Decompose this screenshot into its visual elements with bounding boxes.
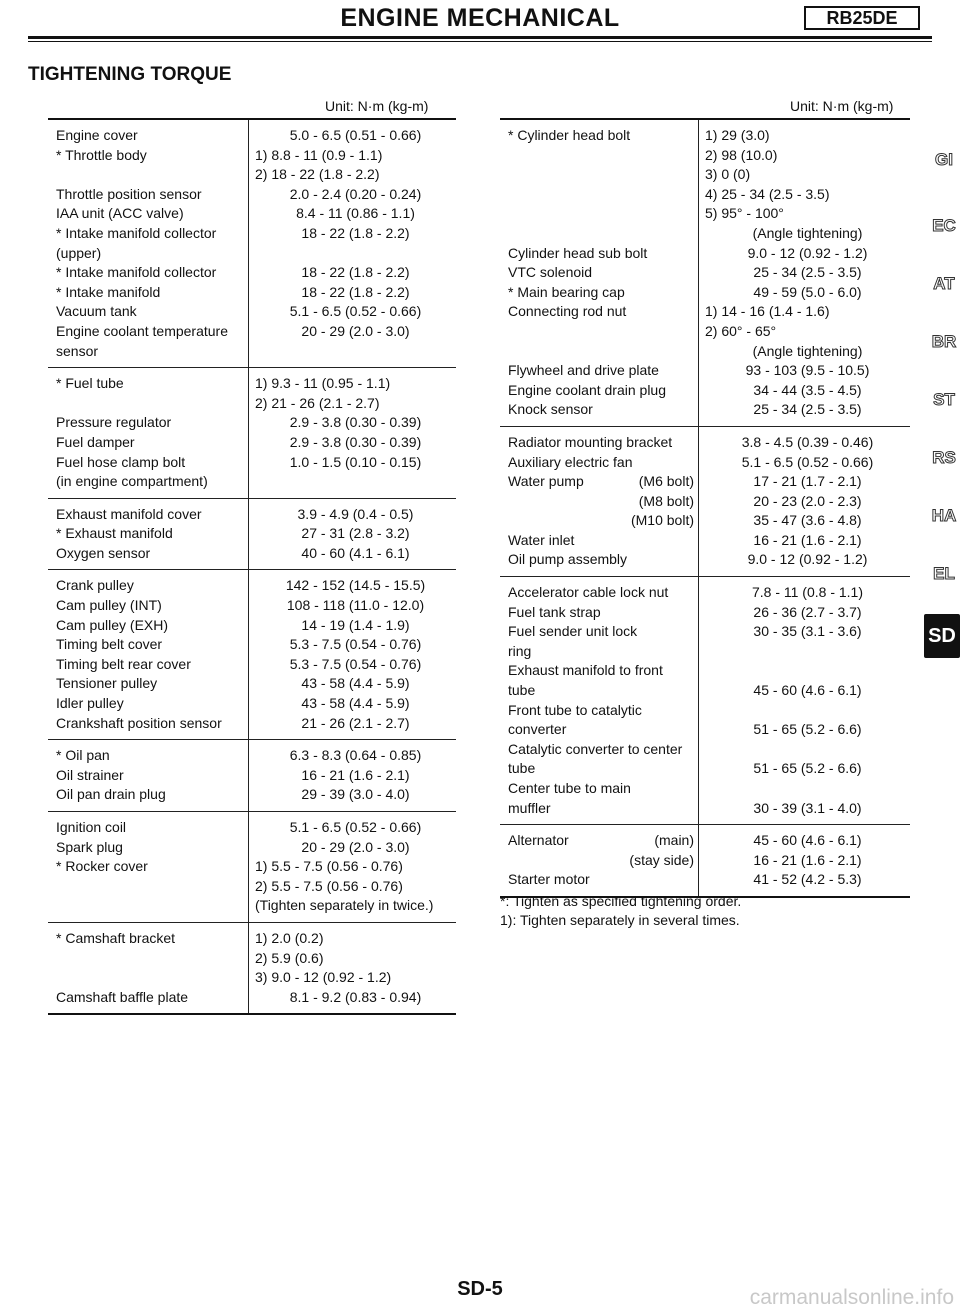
row-item-label: (in engine compartment) (56, 473, 208, 490)
row-torque-value: 1) 14 - 16 (1.4 - 1.6) (705, 303, 830, 320)
section-title: TIGHTENING TORQUE (28, 64, 232, 85)
table-row (500, 740, 910, 760)
table-row (500, 322, 910, 342)
row-item-qualifier: (M10 bolt) (630, 512, 694, 529)
row-torque-value: 2) 21 - 26 (2.1 - 2.7) (255, 394, 380, 411)
page-header-title: ENGINE MECHANICAL (340, 4, 620, 32)
section-tab-ec[interactable]: EC (932, 216, 956, 235)
table-row (500, 583, 910, 603)
row-torque-value: 4) 25 - 34 (2.5 - 3.5) (705, 185, 830, 202)
table-row (48, 505, 456, 525)
row-torque-value (249, 244, 456, 264)
row-torque-value: 43 - 58 (4.4 - 5.9) (301, 675, 410, 692)
row-torque-value: 35 - 47 (3.6 - 4.8) (753, 512, 862, 529)
row-item-label: Oil pump assembly (508, 551, 628, 568)
row-item-label (48, 968, 249, 988)
row-item-label: Oil pan drain plug (56, 786, 166, 803)
table-row (48, 283, 456, 303)
row-item-label: converter (508, 721, 567, 738)
table-row (500, 661, 910, 681)
row-torque-value: 5.0 - 6.5 (0.51 - 0.66) (289, 127, 422, 143)
table-row (500, 511, 910, 531)
row-item-label: * Cylinder head bolt (508, 127, 631, 143)
row-item-label: Exhaust manifold cover (56, 505, 202, 522)
row-item-label: Crankshaft position sensor (56, 714, 222, 731)
table-row (48, 746, 456, 766)
row-torque-value: 49 - 59 (5.0 - 6.0) (753, 283, 862, 300)
row-item-label: Ignition coil (56, 819, 127, 835)
row-torque-value: 20 - 29 (2.0 - 3.0) (301, 838, 410, 855)
row-torque-value: 16 - 21 (1.6 - 2.1) (753, 851, 862, 868)
table-row (48, 342, 456, 362)
row-item-label (500, 204, 699, 224)
row-item-label (500, 185, 699, 205)
table-row (500, 779, 910, 799)
row-item-label: Auxiliary electric fan (508, 453, 633, 470)
row-item-label: * Camshaft bracket (56, 929, 176, 946)
table-row (500, 550, 910, 570)
table-row (500, 603, 910, 623)
section-tab-st[interactable]: ST (933, 390, 955, 409)
table-row (48, 929, 456, 949)
row-item-label: * Throttle body (56, 146, 147, 163)
row-item-label: Center tube to main (508, 780, 631, 796)
footnote-numbered: 1): Tighten separately in several times. (500, 912, 740, 928)
row-item-label: Catalytic converter to center (508, 740, 683, 757)
table-row (48, 857, 456, 877)
row-torque-value: 5.3 - 7.5 (0.54 - 0.76) (289, 655, 422, 672)
row-item-label (48, 165, 249, 185)
row-item-label: Spark plug (56, 838, 123, 855)
row-torque-value: 3.8 - 4.5 (0.39 - 0.46) (741, 433, 874, 450)
row-torque-value (699, 642, 910, 662)
table-row (500, 185, 910, 205)
row-item-label: Tensioner pulley (56, 675, 158, 692)
row-item-label: * Rocker cover (56, 858, 148, 875)
row-torque-value: 29 - 39 (3.0 - 4.0) (301, 786, 410, 803)
table-row (48, 204, 456, 224)
row-item-label: Camshaft baffle plate (56, 988, 189, 1005)
table-row (48, 322, 456, 342)
right-torque-table (500, 118, 910, 898)
row-item-label: Engine cover (56, 127, 138, 143)
section-tab-gi[interactable]: GI (935, 150, 953, 169)
row-item-label: Idler pulley (56, 695, 124, 712)
row-item-label: * Intake manifold collector (56, 264, 217, 281)
row-torque-value: 2) 5.5 - 7.5 (0.56 - 0.76) (255, 877, 403, 894)
row-torque-value: 45 - 60 (4.6 - 6.1) (753, 682, 862, 699)
row-torque-value: 1) 5.5 - 7.5 (0.56 - 0.76) (255, 858, 403, 875)
row-torque-value: 17 - 21 (1.7 - 2.1) (753, 473, 862, 490)
row-torque-value: 1.0 - 1.5 (0.10 - 0.15) (289, 453, 422, 470)
row-item-label: Pressure regulator (56, 414, 172, 431)
table-row (48, 302, 456, 322)
row-item-label: * Main bearing cap (508, 283, 625, 300)
table-row (500, 146, 910, 166)
table-row (500, 622, 910, 642)
table-row (48, 949, 456, 969)
table-row (48, 818, 456, 838)
row-item-qualifier: (M6 bolt) (638, 473, 694, 490)
left-torque-table (48, 118, 456, 1015)
table-row (500, 851, 910, 871)
table-row (48, 374, 456, 394)
row-torque-value: 1) 29 (3.0) (705, 127, 770, 143)
row-torque-value: 2) 5.9 (0.6) (255, 949, 324, 966)
row-torque-value: 51 - 65 (5.2 - 6.6) (753, 760, 862, 777)
row-item-label: Front tube to catalytic (508, 701, 642, 718)
section-tab-rs[interactable]: RS (932, 448, 956, 467)
table-row (48, 185, 456, 205)
row-torque-value: 25 - 34 (2.5 - 3.5) (753, 401, 862, 418)
watermark: carmanualsonline.info (749, 1286, 954, 1309)
table-row (500, 720, 910, 740)
table-row (48, 394, 456, 414)
section-tab-at[interactable]: AT (933, 274, 955, 293)
section-tab-br[interactable]: BR (931, 332, 957, 351)
row-item-label: (upper) (56, 244, 102, 261)
row-item-label: * Intake manifold collector (56, 224, 217, 241)
row-torque-value: 16 - 21 (1.6 - 2.1) (753, 531, 862, 548)
row-torque-value: 2.9 - 3.8 (0.30 - 0.39) (289, 414, 422, 431)
row-item-label (48, 394, 249, 414)
table-row (48, 126, 456, 146)
table-row (500, 870, 910, 890)
row-item-label: Timing belt cover (56, 636, 163, 653)
row-torque-value (249, 342, 456, 362)
row-torque-value: 1) 2.0 (0.2) (255, 929, 324, 946)
table-row (48, 838, 456, 858)
row-item-label: Starter motor (508, 871, 590, 888)
row-item-label: Accelerator cable lock nut (508, 584, 669, 601)
row-torque-value: 5.1 - 6.5 (0.52 - 0.66) (741, 453, 874, 470)
row-item-label: Water inlet (508, 531, 575, 548)
row-torque-value: 2) 98 (10.0) (705, 146, 778, 163)
table-row (500, 342, 910, 362)
table-row (500, 263, 910, 283)
row-torque-value: 26 - 36 (2.7 - 3.7) (753, 603, 862, 620)
row-item-label: ring (508, 642, 532, 659)
row-item-label: Oxygen sensor (56, 544, 151, 561)
table-row (500, 453, 910, 473)
row-item-label (48, 949, 249, 969)
row-item-label (500, 342, 699, 362)
header-rule (28, 36, 932, 39)
row-torque-value: 2.9 - 3.8 (0.30 - 0.39) (289, 433, 422, 450)
row-torque-value: 9.0 - 12 (0.92 - 1.2) (747, 551, 868, 568)
row-torque-value: 3) 9.0 - 12 (0.92 - 1.2) (255, 969, 392, 986)
table-row (500, 165, 910, 185)
row-item-label: Connecting rod nut (508, 303, 627, 320)
table-row (48, 988, 456, 1008)
section-tab-el[interactable]: EL (933, 564, 955, 583)
engine-model-badge: RB25DE (804, 6, 920, 30)
table-row (48, 263, 456, 283)
row-item-label: Engine coolant temperature (56, 322, 228, 339)
row-item-label: Cam pulley (EXH) (56, 616, 169, 633)
table-row (500, 204, 910, 224)
table-row (500, 381, 910, 401)
row-torque-value: 45 - 60 (4.6 - 6.1) (753, 832, 862, 849)
row-item-label: Exhaust manifold to front (508, 662, 663, 679)
row-torque-value: 2) 60° - 65° (705, 322, 777, 339)
row-torque-value: 30 - 35 (3.1 - 3.6) (753, 623, 862, 640)
table-row (48, 896, 456, 916)
row-torque-value: (Angle tightening) (752, 224, 863, 241)
row-torque-value: 25 - 34 (2.5 - 3.5) (753, 264, 862, 281)
row-torque-value: 93 - 103 (9.5 - 10.5) (745, 362, 870, 379)
table-row (48, 433, 456, 453)
table-row (48, 877, 456, 897)
table-row (48, 674, 456, 694)
section-tab-ha[interactable]: HA (931, 506, 957, 525)
row-item-label: sensor (56, 342, 99, 359)
row-torque-value (699, 661, 910, 681)
row-item-label: * Intake manifold (56, 283, 161, 300)
table-row (500, 224, 910, 244)
table-row (48, 655, 456, 675)
row-torque-value: 8.1 - 9.2 (0.83 - 0.94) (289, 988, 422, 1005)
row-item-label: Vacuum tank (56, 303, 137, 320)
row-item-qualifier: (M8 bolt) (638, 492, 694, 509)
table-row (500, 642, 910, 662)
table-row (500, 681, 910, 701)
section-tab-sd[interactable]: SD (924, 614, 960, 658)
row-item-label: * Exhaust manifold (56, 525, 173, 542)
page-number: SD-5 (457, 1278, 503, 1300)
row-torque-value: 18 - 22 (1.8 - 2.2) (301, 224, 410, 241)
table-row (48, 224, 456, 244)
row-torque-value: 30 - 39 (3.1 - 4.0) (753, 799, 862, 816)
table-row (48, 785, 456, 805)
row-item-label: Fuel tank strap (508, 603, 601, 620)
row-torque-value: 2.0 - 2.4 (0.20 - 0.24) (289, 185, 422, 202)
row-item-label: Timing belt rear cover (56, 655, 191, 672)
row-item-label: Alternator (508, 832, 569, 849)
table-row (48, 596, 456, 616)
row-torque-value (699, 701, 910, 721)
row-item-qualifier: (main) (654, 832, 694, 849)
table-row (500, 361, 910, 381)
row-item-label: * Oil pan (56, 747, 110, 764)
row-torque-value: 142 - 152 (14.5 - 15.5) (285, 577, 426, 594)
row-item-label (500, 165, 699, 185)
row-torque-value: 34 - 44 (3.5 - 4.5) (753, 381, 862, 398)
row-torque-value: 16 - 21 (1.6 - 2.1) (301, 766, 410, 783)
footnote-asterisk: *: Tighten as specified tightening order. (500, 893, 742, 909)
row-item-label: IAA unit (ACC valve) (56, 205, 184, 222)
table-row (500, 531, 910, 551)
row-torque-value: 1) 9.3 - 11 (0.95 - 1.1) (255, 375, 391, 392)
row-item-label: Oil strainer (56, 766, 124, 783)
left-unit-label: Unit: N·m (kg-m) (325, 98, 429, 114)
row-torque-value: 2) 18 - 22 (1.8 - 2.2) (255, 166, 380, 183)
row-torque-value: 3) 0 (0) (705, 166, 751, 183)
row-item-label (48, 896, 249, 916)
table-row (48, 413, 456, 433)
table-row (48, 694, 456, 714)
row-item-label: Crank pulley (56, 577, 134, 594)
row-torque-value: 41 - 52 (4.2 - 5.3) (753, 871, 862, 888)
table-row (500, 126, 910, 146)
row-torque-value: 27 - 31 (2.8 - 3.2) (301, 525, 410, 542)
row-torque-value: 18 - 22 (1.8 - 2.2) (301, 264, 410, 281)
row-torque-value: 20 - 23 (2.0 - 2.3) (753, 492, 862, 509)
row-item-label: Cam pulley (INT) (56, 597, 162, 614)
row-item-label (500, 224, 699, 244)
table-row (48, 453, 456, 473)
table-row (500, 283, 910, 303)
table-row (500, 400, 910, 420)
row-torque-value: 14 - 19 (1.4 - 1.9) (301, 616, 410, 633)
row-item-label: Water pump (508, 473, 584, 490)
row-item-label: Radiator mounting bracket (508, 433, 673, 450)
table-row (500, 701, 910, 721)
row-item-label: Knock sensor (508, 401, 593, 418)
table-row (500, 799, 910, 819)
table-row (48, 472, 456, 492)
row-torque-value: (Tighten separately in twice.) (255, 897, 434, 914)
table-row (48, 165, 456, 185)
row-item-label: Fuel hose clamp bolt (56, 453, 186, 470)
row-item-qualifier: (stay side) (629, 851, 694, 868)
row-torque-value: 7.8 - 11 (0.8 - 1.1) (751, 584, 863, 601)
right-unit-label: Unit: N·m (kg-m) (790, 98, 894, 114)
table-row (48, 576, 456, 596)
table-row (48, 714, 456, 734)
table-row (48, 968, 456, 988)
row-torque-value: 5.3 - 7.5 (0.54 - 0.76) (289, 636, 422, 653)
row-torque-value: 21 - 26 (2.1 - 2.7) (301, 714, 410, 731)
table-row (500, 302, 910, 322)
row-torque-value: 5.1 - 6.5 (0.52 - 0.66) (289, 303, 422, 320)
row-item-label: Cylinder head sub bolt (508, 244, 648, 261)
row-torque-value: 18 - 22 (1.8 - 2.2) (301, 283, 410, 300)
row-torque-value: 40 - 60 (4.1 - 6.1) (301, 544, 410, 561)
row-item-label: * Fuel tube (56, 375, 124, 392)
row-torque-value: 9.0 - 12 (0.92 - 1.2) (747, 244, 868, 261)
row-item-label: Throttle position sensor (56, 185, 202, 202)
footnotes (500, 892, 741, 930)
row-item-label: tube (508, 760, 536, 777)
table-row (500, 433, 910, 453)
row-torque-value: 5.1 - 6.5 (0.52 - 0.66) (289, 819, 422, 835)
row-item-label (500, 146, 699, 166)
row-item-label: tube (508, 682, 536, 699)
row-torque-value (249, 472, 456, 492)
table-row (48, 544, 456, 564)
row-item-label: Fuel damper (56, 433, 135, 450)
table-row (500, 831, 910, 851)
table-row (48, 766, 456, 786)
row-torque-value (699, 740, 910, 760)
row-torque-value: 5) 95° - 100° (705, 205, 784, 222)
row-torque-value: 51 - 65 (5.2 - 6.6) (753, 721, 862, 738)
row-torque-value: 43 - 58 (4.4 - 5.9) (301, 695, 410, 712)
row-item-label: Engine coolant drain plug (508, 381, 667, 398)
row-torque-value: 20 - 29 (2.0 - 3.0) (301, 322, 410, 339)
table-row (500, 492, 910, 512)
table-row (48, 635, 456, 655)
row-torque-value: 108 - 118 (11.0 - 12.0) (286, 597, 425, 614)
table-row (48, 244, 456, 264)
table-bottom-rule (48, 1014, 456, 1015)
row-torque-value (699, 779, 910, 799)
row-item-label: VTC solenoid (508, 264, 593, 281)
header-rule-thin (28, 41, 932, 42)
table-row (500, 472, 910, 492)
table-row (500, 244, 910, 264)
table-row (48, 616, 456, 636)
table-row (500, 759, 910, 779)
table-row (48, 524, 456, 544)
row-item-label (500, 322, 699, 342)
table-row (48, 146, 456, 166)
row-item-label: muffler (508, 799, 551, 816)
row-torque-value: (Angle tightening) (752, 342, 863, 359)
row-item-label (48, 877, 249, 897)
row-torque-value: 3.9 - 4.9 (0.4 - 0.5) (297, 505, 414, 522)
row-torque-value: 6.3 - 8.3 (0.64 - 0.85) (289, 747, 422, 764)
row-torque-value: 8.4 - 11 (0.86 - 1.1) (296, 205, 415, 222)
row-item-label: Fuel sender unit lock (508, 623, 638, 640)
row-torque-value: 1) 8.8 - 11 (0.9 - 1.1) (255, 146, 383, 163)
row-item-label: Flywheel and drive plate (508, 362, 659, 379)
